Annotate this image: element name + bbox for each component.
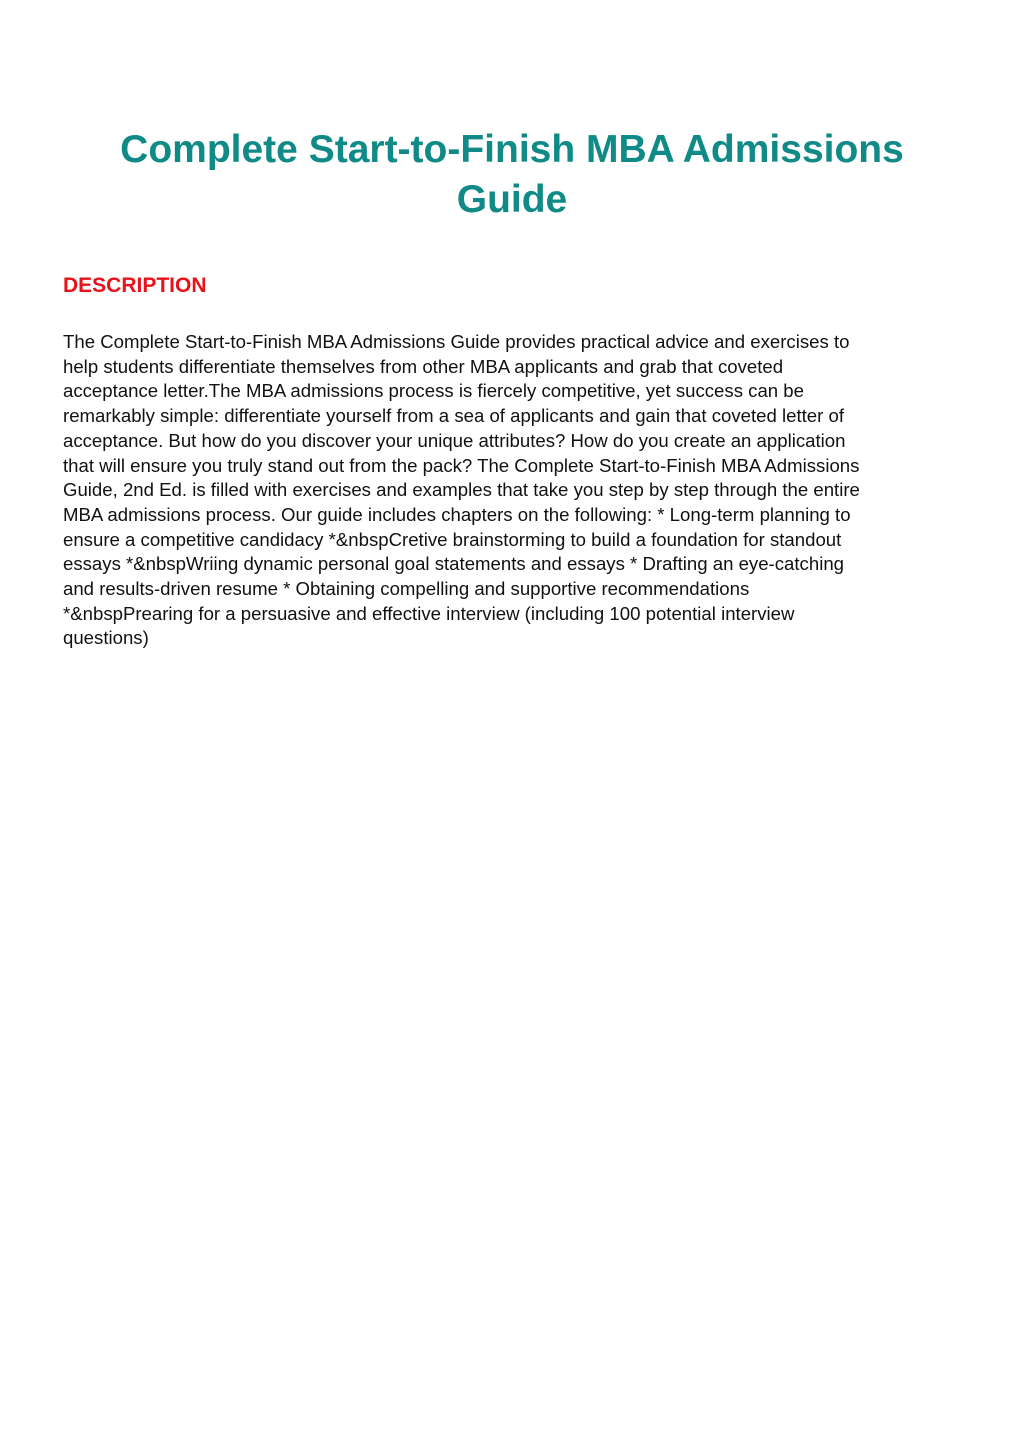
description-text: The Complete Start-to-Finish MBA Admissions Guide provides practical advice and exercises to help students differentiate themselves from other MBA applicants and grab that coveted acceptance letter.The MBA admissions process is fiercely competitive, yet success can be remarkably simple: differentiate yourself from a sea of applicants and gain that coveted letter of acceptance. But how do you discover your unique attributes? How do you create an application that will ensure you truly stand out from the pack? The Complete Start-to-Finish MBA Admissions Guide, 2nd Ed. is filled with exercises and examples that take you step by step through the entire MBA admissions process. Our guide includes chapters on the following: * Long-term planning to ensure a competitive candidacy *&nbspCretive brainstorming to build a foundation for standout essays *&nbspWriing dynamic personal goal statements and essays * Drafting an eye-catching and results-driven resume * Obtaining compelling and supportive recommendations *&nbspPrearing for a persuasive and effective interview (including 100 potential interview questions) xyxy=(63,331,860,649)
description-heading: DESCRIPTION xyxy=(63,274,207,297)
page-title: Complete Start-to-Finish MBA Admissions Guide xyxy=(120,128,904,221)
